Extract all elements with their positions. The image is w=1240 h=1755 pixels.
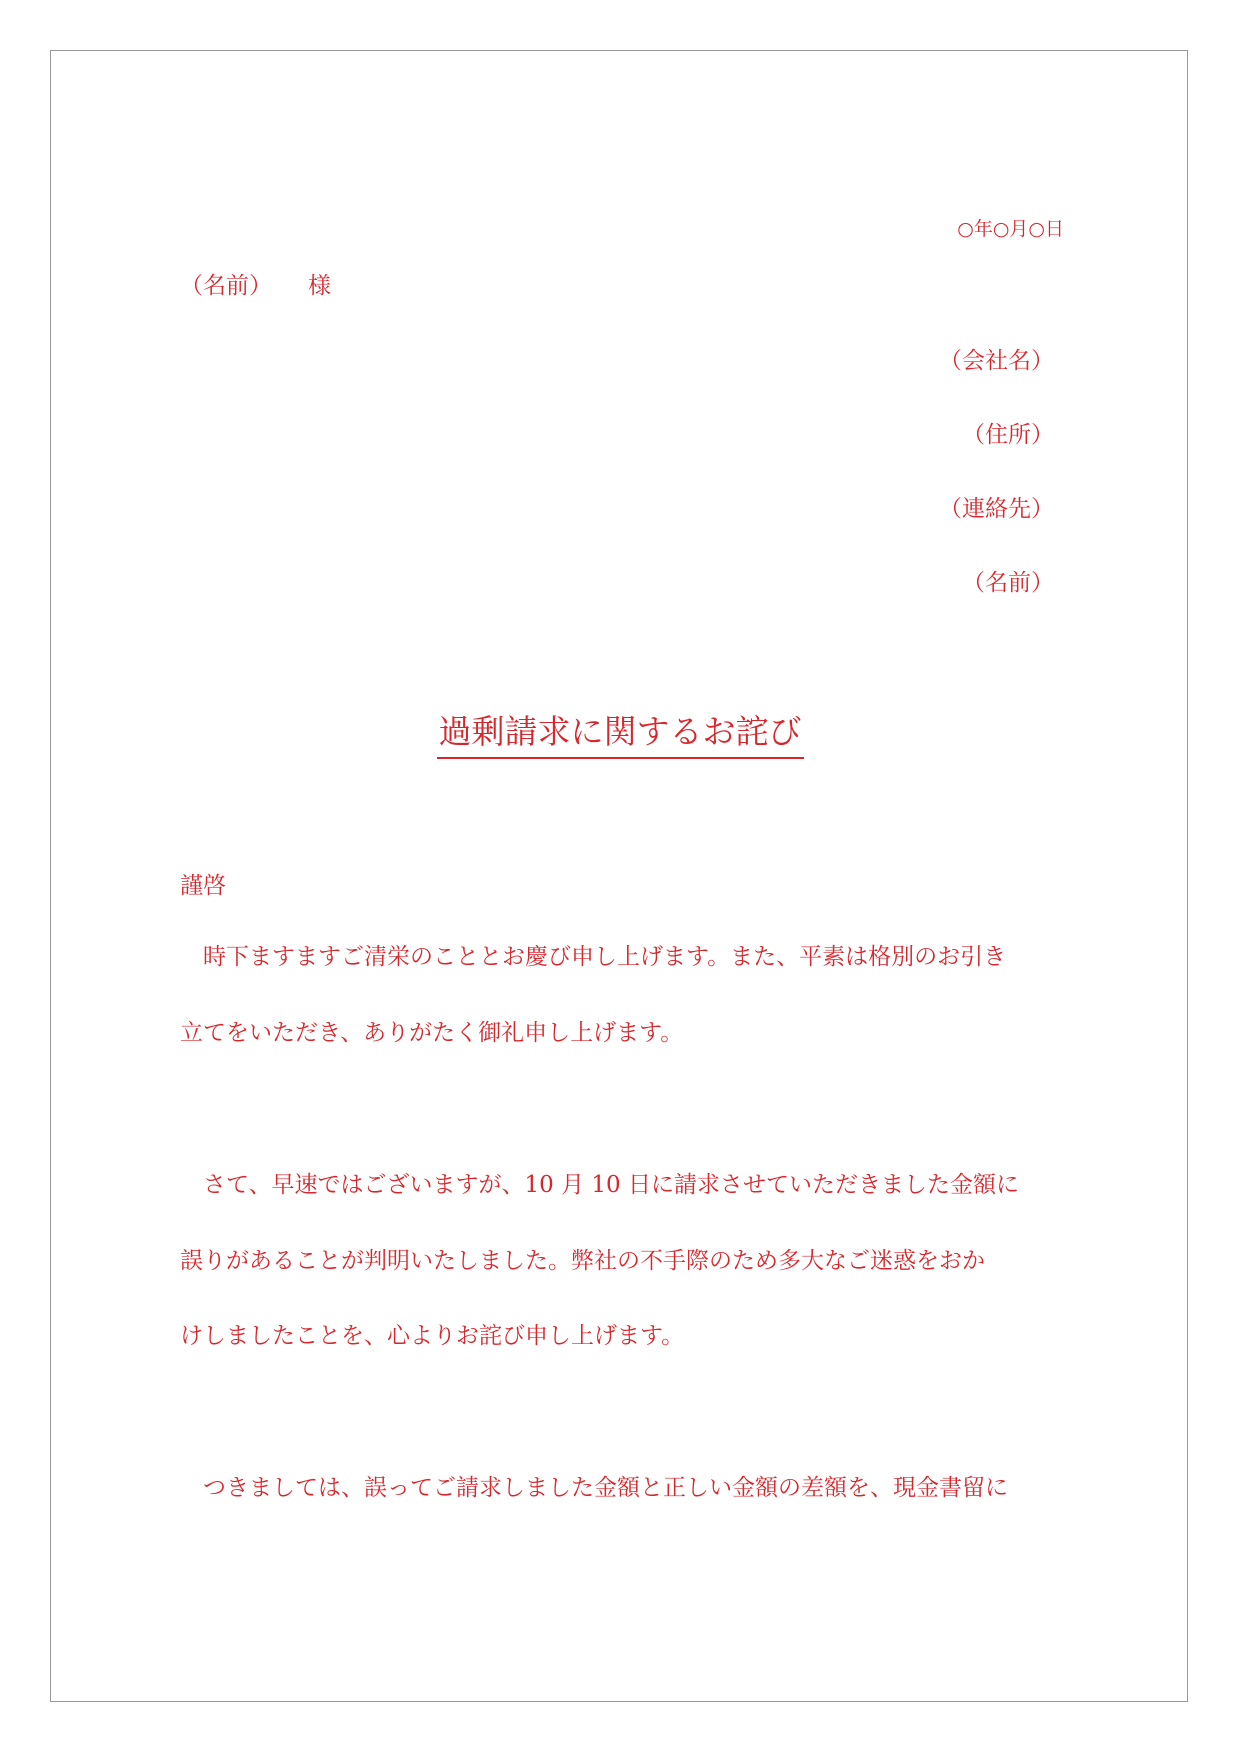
letter-date: ○年○月○日 [957, 218, 1064, 240]
body-line: 立てをいただき、ありがたく御礼申し上げます。 [180, 1020, 684, 1046]
body-line: けしましたことを、心よりお詫び申し上げます。 [180, 1323, 685, 1349]
sender-address: （住所） [962, 422, 1054, 448]
body-line: 時下ますますご清栄のこととお慶び申し上げます。また、平素は格別のお引き [180, 944, 1007, 970]
sender-name: （名前） [962, 570, 1054, 596]
sender-company: （会社名） [939, 348, 1054, 374]
letter-title: 過剰請求に関するお詫び [437, 711, 804, 759]
sender-contact: （連絡先） [939, 496, 1054, 522]
recipient [180, 267, 331, 300]
salutation: 謹啓 [180, 873, 226, 899]
body-line: 誤りがあることが判明いたしました。弊社の不手際のため多大なご迷惑をおか [180, 1248, 985, 1274]
recipient-name: （名前） [180, 273, 272, 299]
body-line: つきましては、誤ってご請求しました金額と正しい金額の差額を、現金書留に [180, 1475, 1008, 1501]
recipient-honorific: 様 [308, 273, 331, 299]
title-container [0, 711, 1240, 759]
body-line: さて、早速ではございますが、10 月 10 日に請求させていただきました金額に [180, 1172, 1020, 1198]
